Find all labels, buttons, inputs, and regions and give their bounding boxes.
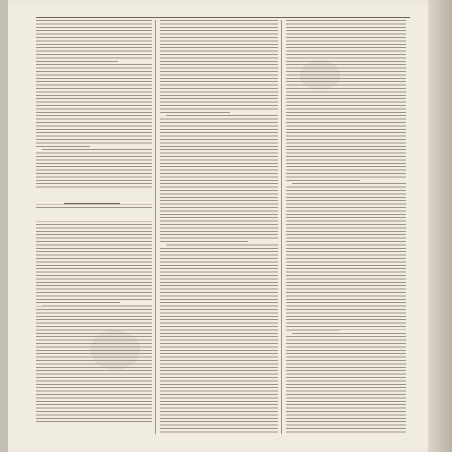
column-end-space (36, 424, 152, 434)
paragraph-indent (160, 243, 166, 246)
text-column-left (36, 20, 152, 427)
text-column-right (286, 20, 406, 434)
paragraph-indent (36, 303, 42, 306)
paragraph-indent (36, 148, 42, 151)
paragraph-gap (36, 188, 152, 204)
page-edge-shadow (428, 0, 452, 452)
paragraph-indent (160, 113, 166, 116)
paragraph-end (90, 145, 152, 148)
paragraph-end (230, 110, 278, 113)
paragraph-end (360, 180, 406, 183)
text-column-middle (160, 20, 278, 434)
column-separator (155, 20, 156, 434)
section-title (36, 208, 152, 218)
paragraph-gap (36, 218, 152, 221)
paragraph-end (118, 60, 152, 63)
paragraph-indent (286, 333, 292, 336)
paragraph-end (248, 240, 278, 243)
paragraph-indent (286, 183, 292, 186)
paragraph-end (340, 330, 406, 333)
header-rule (36, 17, 410, 18)
running-header (36, 8, 410, 16)
column-separator (281, 20, 282, 434)
paragraph-end (120, 300, 152, 303)
section-rule (64, 203, 120, 204)
